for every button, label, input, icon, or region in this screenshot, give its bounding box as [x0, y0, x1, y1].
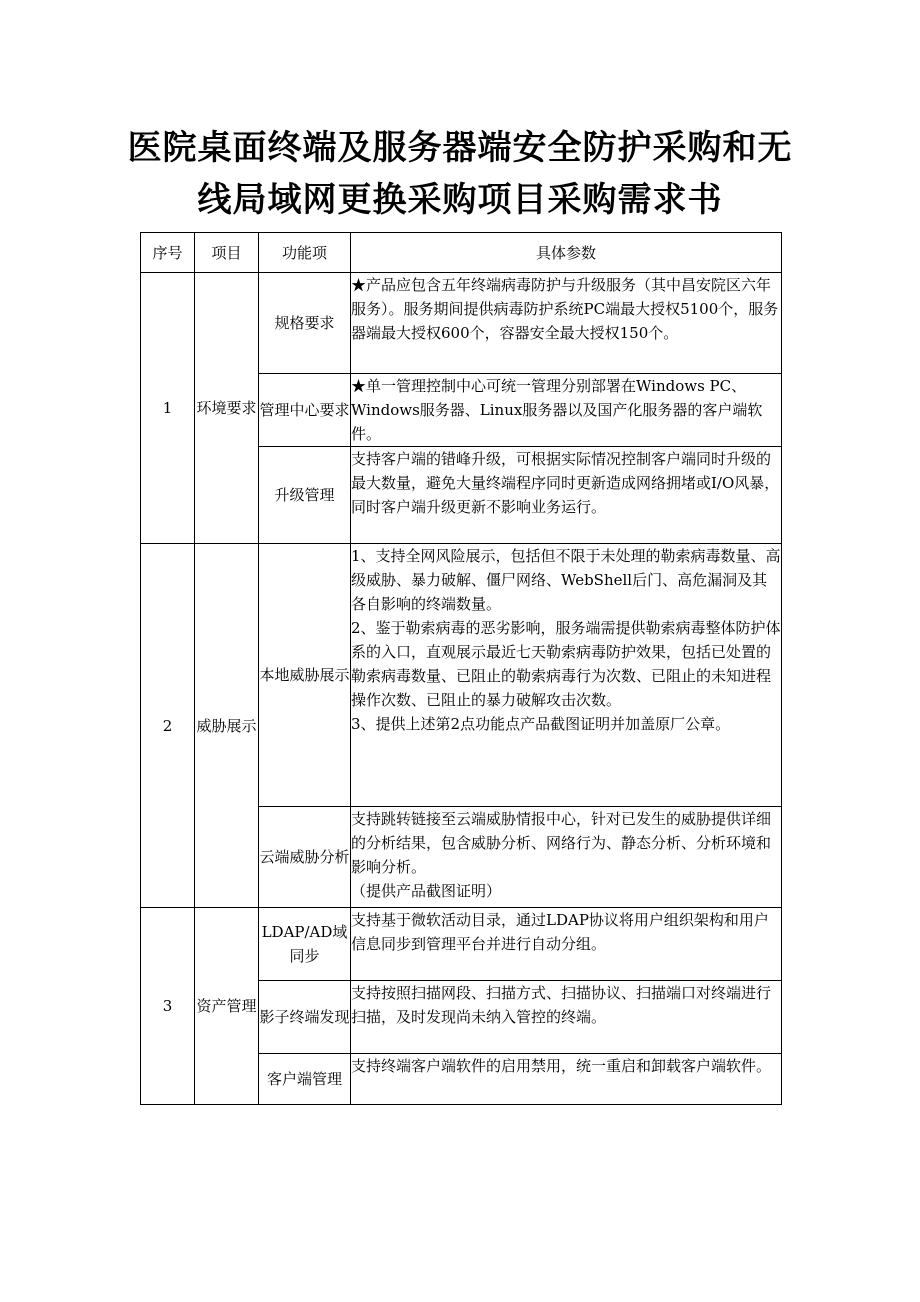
detail-paragraph: 支持按照扫描网段、扫描方式、扫描协议、扫描端口对终端进行扫描，及时发现尚未纳入管控的终端。: [351, 984, 772, 1026]
detail-paragraph: ★产品应包含五年终端病毒防护与升级服务（其中昌安院区六年服务）。服务期间提供病毒防护系统PC端最大授权5100个，服务器端最大授权600个，容器安全最大授权150个。: [351, 276, 779, 342]
function-cell: 规格要求: [259, 273, 351, 374]
group-no: 2: [141, 544, 195, 908]
table-row: [141, 273, 782, 374]
detail-paragraph: 支持跳转链接至云端威胁情报中心，针对已发生的威胁提供详细的分析结果，包含威胁分析、网络行为、静态分析、分析环境和影响分析。: [351, 810, 772, 876]
detail-paragraph: 支持终端客户端软件的启用禁用，统一重启和卸载客户端软件。: [351, 1057, 772, 1075]
function-cell: 本地威胁展示: [259, 544, 351, 807]
header-function: 功能项: [259, 233, 351, 273]
detail-cell: [351, 981, 782, 1054]
page-title: [100, 122, 820, 226]
group-item: 环境要求: [195, 273, 259, 544]
function-cell: 管理中心要求: [259, 374, 351, 447]
function-cell: LDAP/AD域同步: [259, 908, 351, 981]
detail-cell: [351, 807, 782, 908]
detail-paragraph: 3、提供上述第2点功能点产品截图证明并加盖原厂公章。: [351, 715, 731, 733]
group-item: 威胁展示: [195, 544, 259, 908]
table-row: [141, 544, 782, 807]
detail-cell: [351, 374, 782, 447]
detail-cell: [351, 447, 782, 544]
header-no: 序号: [141, 233, 195, 273]
function-cell: 云端威胁分析: [259, 807, 351, 908]
detail-paragraph: 1、支持全网风险展示，包括但不限于未处理的勒索病毒数量、高级威胁、暴力破解、僵尸网络、WebShell后门、高危漏洞及其各自影响的终端数量。: [351, 547, 781, 613]
detail-cell: [351, 908, 782, 981]
header-item: 项目: [195, 233, 259, 273]
detail-paragraph: （提供产品截图证明）: [351, 882, 502, 900]
table-header-row: [141, 233, 782, 273]
detail-cell: [351, 273, 782, 374]
detail-paragraph: 支持基于微软活动目录，通过LDAP协议将用户组织架构和用户信息同步到管理平台并进行自动分组。: [351, 911, 769, 953]
detail-paragraph: 支持客户端的错峰升级，可根据实际情况控制客户端同时升级的最大数量，避免大量终端程序同时更新造成网络拥堵或I/O风暴，同时客户端升级更新不影响业务运行。: [351, 450, 780, 516]
header-params: 具体参数: [351, 233, 782, 273]
function-cell: 客户端管理: [259, 1054, 351, 1105]
detail-cell: [351, 544, 782, 807]
page-title-line-1: 医院桌面终端及服务器端安全防护采购和无: [127, 128, 793, 168]
requirements-table: [140, 232, 782, 1105]
group-no: 3: [141, 908, 195, 1105]
function-cell: 升级管理: [259, 447, 351, 544]
group-item: 资产管理: [195, 908, 259, 1105]
function-cell: 影子终端发现: [259, 981, 351, 1054]
page-title-line-2: 线局域网更换采购项目采购需求书: [197, 180, 723, 220]
detail-paragraph: 2、鉴于勒索病毒的恶劣影响，服务端需提供勒索病毒整体防护体系的入口，直观展示最近七天勒索病毒防护效果，包括已处置的勒索病毒数量、已阻止的勒索病毒行为次数、已阻止的未知进程操作次数、已阻止的暴力破解攻击次数。: [351, 619, 781, 709]
detail-paragraph: ★单一管理控制中心可统一管理分别部署在Windows PC、Windows服务器、Linux服务器以及国产化服务器的客户端软件。: [351, 377, 763, 443]
detail-cell: [351, 1054, 782, 1105]
table-row: [141, 908, 782, 981]
group-no: 1: [141, 273, 195, 544]
